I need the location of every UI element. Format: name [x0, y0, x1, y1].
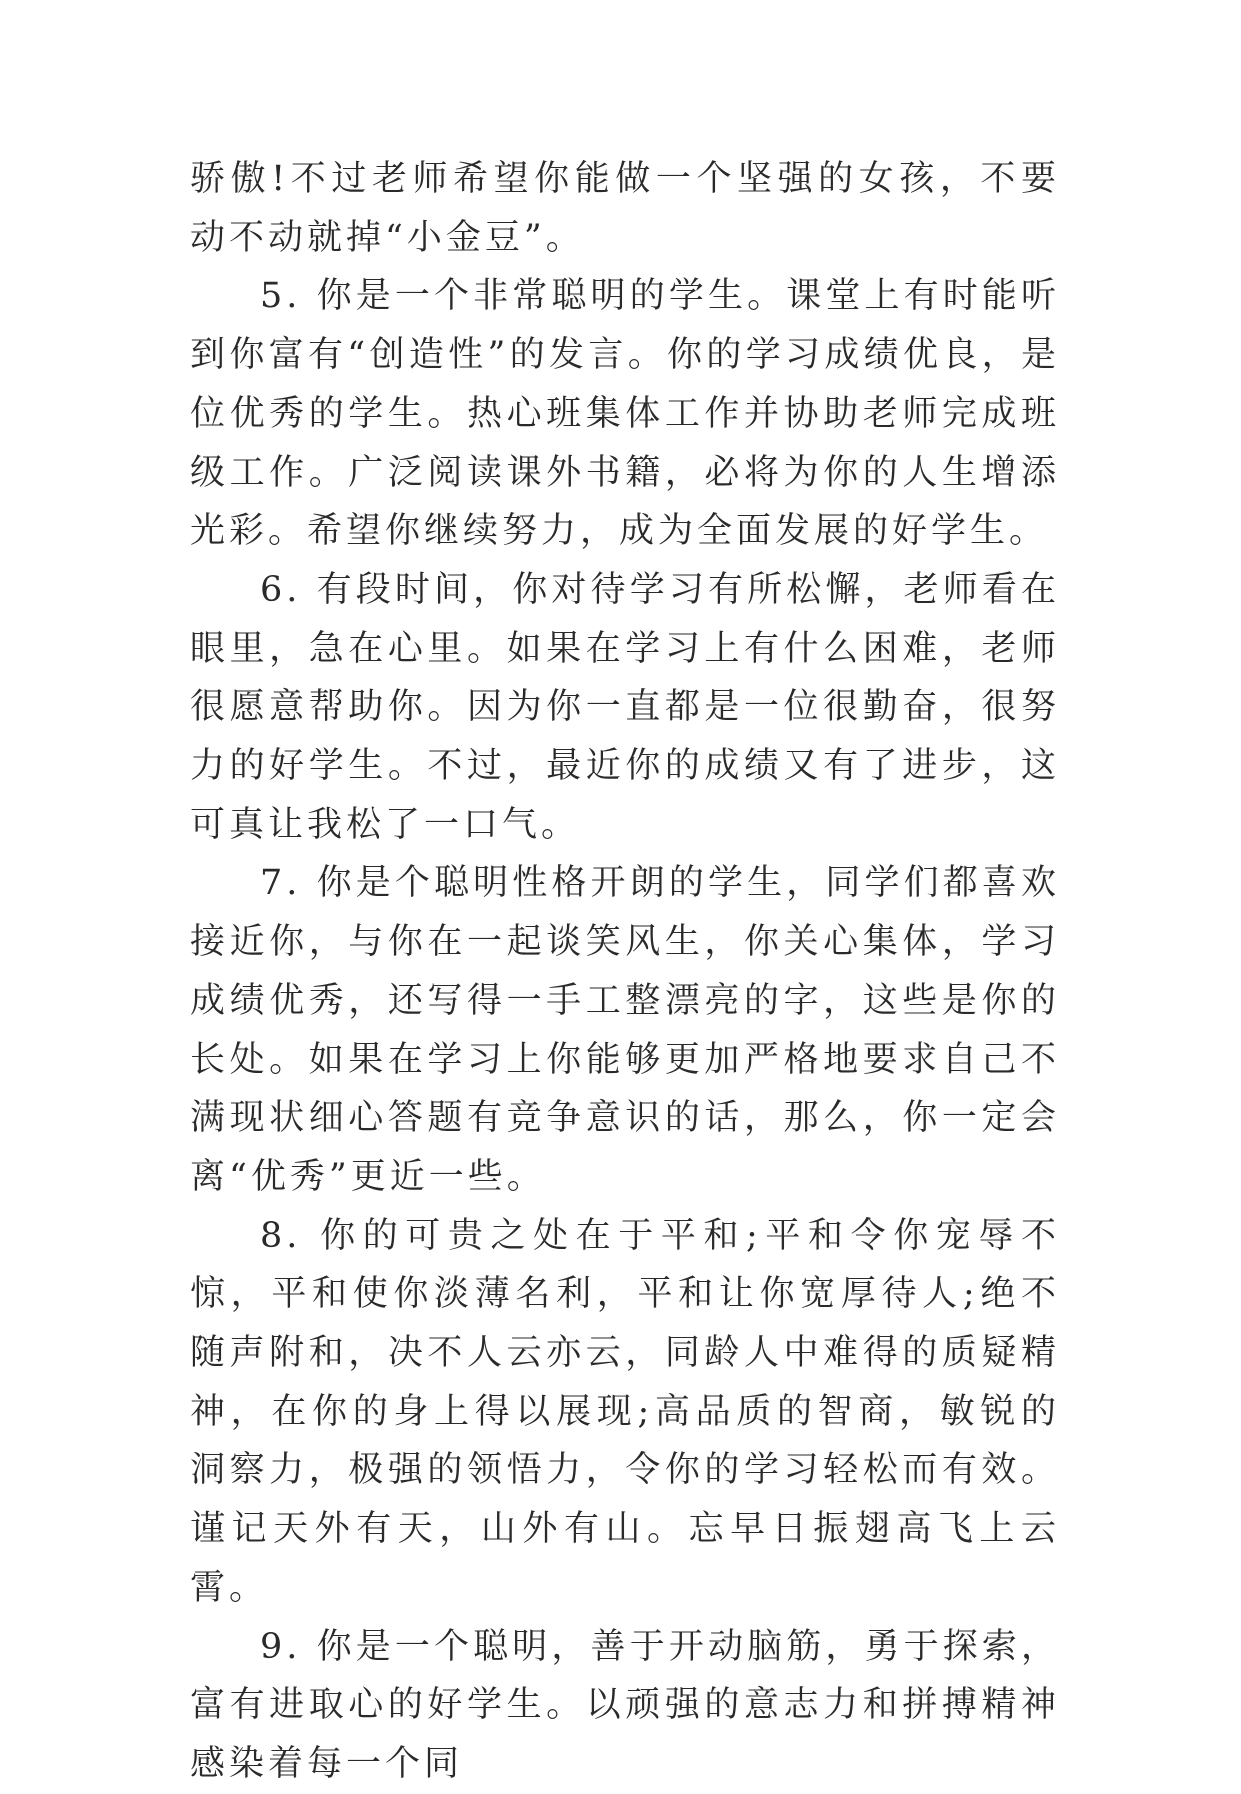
paragraph-4-continued: 骄傲!不过老师希望你能做一个坚强的女孩，不要动不动就掉“小金豆”。: [190, 159, 1060, 258]
document-page: [190, 150, 1060, 1794]
paragraph-5: 5. 你是一个非常聪明的学生。课堂上有时能听到你富有“创造性”的发言。你的学习成绩优良，是位优秀的学生。热心班集体工作并协助老师完成班级工作。广泛阅读课外书籍，必将为你的人生增添光彩。希望你继续努力，成为全面发展的好学生。: [190, 276, 1060, 552]
paragraph-7: 7. 你是个聪明性格开朗的学生，同学们都喜欢接近你，与你在一起谈笑风生，你关心集体，学习成绩优秀，还写得一手工整漂亮的字，这些是你的长处。如果在学习上你能够更加严格地要求自己不满现状细心答题有竞争意识的话，那么，你一定会离“优秀”更近一些。: [190, 863, 1060, 1197]
paragraph-6: 6. 有段时间，你对待学习有所松懈，老师看在眼里，急在心里。如果在学习上有什么困难，老师很愿意帮助你。因为你一直都是一位很勤奋，很努力的好学生。不过，最近你的成绩又有了进步，这可真让我松了一口气。: [190, 569, 1060, 845]
paragraph-9: 9. 你是一个聪明，善于开动脑筋，勇于探索，富有进取心的好学生。以顽强的意志力和拼搏精神感染着每一个同: [190, 1626, 1060, 1784]
paragraph-8: 8. 你的可贵之处在于平和;平和令你宠辱不惊，平和使你淡薄名利，平和让你宽厚待人;绝不随声附和，决不人云亦云，同龄人中难得的质疑精神，在你的身上得以展现;高品质的智商，敏锐的洞察力，极强的领悟力，令你的学习轻松而有效。谨记天外有天，山外有山。忘早日振翅高飞上云霄。: [190, 1215, 1060, 1608]
